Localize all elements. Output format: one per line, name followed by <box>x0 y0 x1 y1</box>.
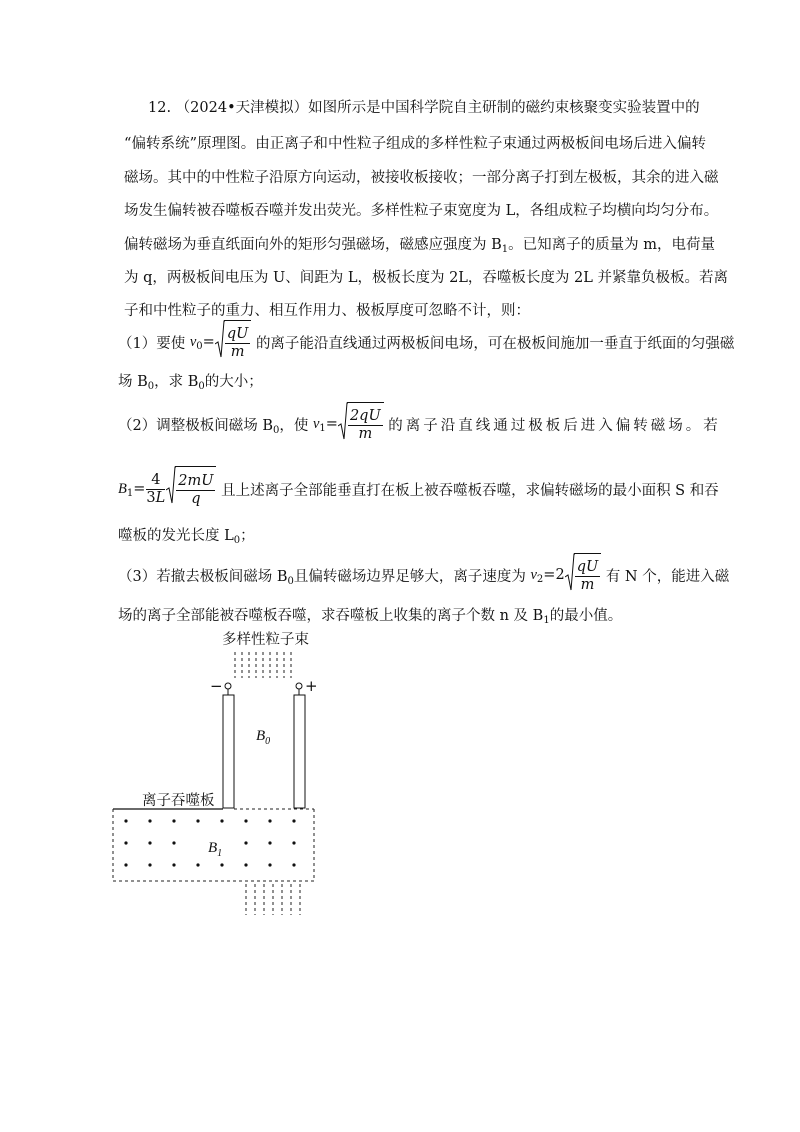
field-dot <box>124 863 127 866</box>
field-dot <box>172 819 175 822</box>
part2-post: 的离子沿直线通过极板后进入偏转磁场。若 <box>388 418 721 434</box>
field-dot <box>220 863 223 866</box>
formula-v2: $v_2=2$ $\frac{qU}{m}$ <box>530 553 601 601</box>
problem-line-2: “偏转系统”原理图。由正离子和中性粒子组成的多样性粒子束通过两极板间电场后进入偏转 <box>124 136 706 152</box>
problem-text-1: 如图所示是中国科学院自主研制的磁约束核聚变实验装置中的 <box>308 100 700 116</box>
b1-label: $B_1$ <box>208 840 223 859</box>
field-dot <box>268 841 271 844</box>
b1-subscript: 1 <box>501 244 509 255</box>
part3-line-1: （3）若撤去极板间磁场 $B_0$且偏转磁场边界足够大，离子速度为 $v_2=2$ $\frac{qU}{m}$ 有 N 个，能进入磁 <box>118 553 729 603</box>
part1-post: 的离子能沿直线通过两极板间电场，可在极板间施加一垂直于纸面的匀强磁 <box>255 336 735 352</box>
field-dot <box>124 819 127 822</box>
field-dot <box>196 819 199 822</box>
part3-pre: （3）若撤去极板间磁场 B <box>118 569 288 585</box>
formula-v1: $v_1=$ $\frac{2qU}{m}$ <box>313 402 384 450</box>
field-dot <box>148 841 151 844</box>
part1-line-2: 场 $B_0$，求 $B_0$的大小； <box>118 374 263 392</box>
part2-line-2 <box>118 466 719 516</box>
part3-post: 有 N 个，能进入磁 <box>605 569 730 585</box>
negative-plate <box>223 695 234 808</box>
deflection-system-diagram <box>100 628 340 928</box>
part2-line-1: （2）调整极板间磁场 $B_0$，使 $v_1=$ $\frac{2qU}{m}$ 的离子沿直线通过极板后进入偏转磁场。若 <box>118 402 708 452</box>
plus-sign: + <box>305 677 318 695</box>
problem-line-5 <box>124 235 715 260</box>
part2-line-3: 噬板的发光长度 $L_0$； <box>118 528 255 546</box>
part1-line-1 <box>118 320 734 368</box>
problem-text-5a: 偏转磁场为垂直纸面向外的矩形匀强磁场，磁感应强度为 B <box>124 237 502 253</box>
part1-pre: （1）要使 <box>118 336 186 352</box>
field-dot <box>220 819 223 822</box>
beam-label: 多样性粒子束 <box>222 632 309 648</box>
field-dot <box>292 863 295 866</box>
negative-terminal <box>225 683 231 689</box>
problem-source: （2024•天津模拟） <box>175 100 309 116</box>
problem-number: 12. <box>148 100 172 116</box>
formula-b1: $B_1=$ $\frac{4}{3L}$ $\frac{2mU}{q}$ <box>118 466 216 516</box>
field-dot <box>268 863 271 866</box>
b0-label: $B_0$ <box>256 728 271 747</box>
field-dot <box>148 863 151 866</box>
part3-line-2: 场的离子全部能被吞噬板吞噬，求吞噬板上收集的离子个数 n 及 $B_1$的最小值。 <box>118 608 623 626</box>
incoming-beam <box>235 652 291 678</box>
field-dot <box>244 819 247 822</box>
formula-v0: $v_0=$ $\frac{qU}{m}$ <box>190 320 251 368</box>
outgoing-beam <box>246 884 300 915</box>
part2-pre: （2）调整极板间磁场 B <box>118 418 273 434</box>
problem-line-3: 磁场。其中的中性粒子沿原方向运动，被接收板接收；一部分离子打到左极板，其余的进入磁 <box>124 170 719 186</box>
positive-plate <box>294 695 305 808</box>
field-dot <box>172 863 175 866</box>
field-dot <box>268 819 271 822</box>
field-dot <box>292 819 295 822</box>
field-dot <box>244 863 247 866</box>
minus-sign: − <box>210 677 223 695</box>
problem-line-1 <box>148 98 700 118</box>
field-dot <box>148 819 151 822</box>
problem-text-5b: 。已知离子的质量为 m，电荷量 <box>508 237 715 253</box>
field-dot <box>196 863 199 866</box>
part2-cont: 且上述离子全部能垂直打在板上被吞噬板吞噬，求偏转磁场的最小面积 S 和吞 <box>221 483 719 499</box>
problem-line-6: 为 q，两极板间电压为 U、间距为 L，极板长度为 2L，吞噬板长度为 2L 并紧靠负极板。若离 <box>124 270 728 286</box>
field-dot <box>244 841 247 844</box>
sqrt-qU-over-m: $\frac{qU}{m}$ <box>215 320 252 364</box>
positive-terminal <box>296 683 302 689</box>
absorber-plate-label: 离子吞噬板 <box>142 793 215 809</box>
problem-line-7: 子和中性粒子的重力、相互作用力、极板厚度可忽略不计，则： <box>124 303 530 319</box>
field-dot <box>124 841 127 844</box>
field-dot <box>172 841 175 844</box>
problem-line-4: 场发生偏转被吞噬板吞噬并发出荧光。多样性粒子束宽度为 L，各组成粒子均横向均匀分布。 <box>124 203 719 219</box>
field-dot <box>292 841 295 844</box>
